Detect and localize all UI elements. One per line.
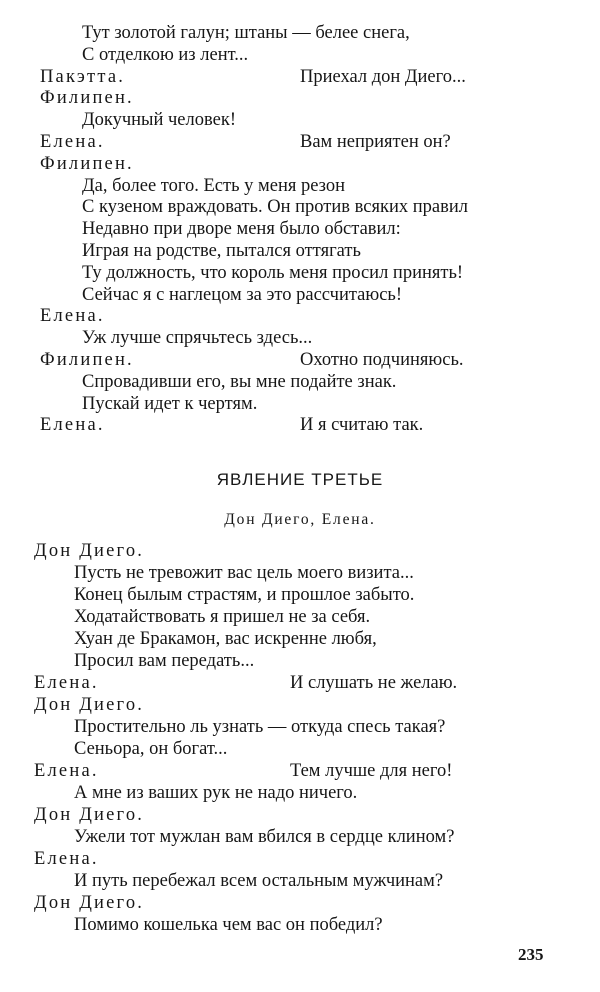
reply-line: Тем лучше для него!: [290, 761, 453, 781]
speaker-name: Дон Диего.: [34, 893, 145, 913]
verse-line: С отделкою из лент...: [82, 44, 249, 65]
reply-line: Приехал дон Диего...: [300, 66, 466, 87]
verse-line: Спровадивши его, вы мне подайте знак.: [82, 371, 397, 392]
verse-line: С кузеном враждовать. Он против всяких правил: [82, 197, 468, 218]
reply-line: И слушать не желаю.: [290, 673, 458, 693]
page-number: 235: [518, 945, 544, 964]
verse-line: И путь перебежал всем остальным мужчинам?: [74, 871, 444, 891]
verse-line: Недавно при дворе меня было обставил:: [82, 219, 401, 240]
verse-line: Сейчас я с наглецом за это рассчитаюсь!: [82, 284, 403, 305]
verse-line: Докучный человек!: [82, 110, 236, 131]
speaker-name: Елена.: [34, 761, 99, 781]
speaker-name: Дон Диего.: [34, 695, 145, 715]
speaker-name: Дон Диего.: [34, 541, 145, 561]
scene-cast: Дон Диего, Елена.: [224, 511, 376, 528]
speaker-name: Елена.: [40, 415, 105, 436]
speaker-name: Елена.: [34, 849, 99, 869]
verse-line: А мне из ваших рук не надо ничего.: [74, 783, 358, 803]
reply-line: И я считаю так.: [300, 415, 424, 436]
verse-line: Ужели тот мужлан вам вбился в сердце клином?: [74, 827, 455, 847]
verse-line: Хуан де Бракамон, вас искренне любя,: [74, 629, 377, 649]
speaker-name: Филипен.: [40, 153, 134, 174]
verse-line: Да, более того. Есть у меня резон: [82, 175, 346, 196]
verse-line: Простительно ль узнать — откуда спесь такая?: [74, 717, 446, 737]
scene-heading: ЯВЛЕНИЕ ТРЕТЬЕ: [216, 470, 384, 489]
speaker-name: Филипен.: [40, 350, 134, 370]
verse-line: Тут золотой галун; штаны — белее снега,: [82, 23, 410, 43]
verse-line: Пусть не тревожит вас цель моего визита...: [74, 563, 414, 583]
verse-line: Сеньора, он богат...: [74, 739, 228, 759]
verse-line: Уж лучше спрячьтесь здесь...: [82, 328, 313, 349]
verse-line: Ту должность, что король меня просил принять!: [82, 262, 464, 283]
speaker-name: Пакэтта.: [40, 66, 126, 87]
verse-line: Конец былым страстям, и прошлое забыто.: [74, 585, 415, 605]
verse-line: Пускай идет к чертям.: [82, 393, 258, 414]
reply-line: Вам неприятен он?: [300, 132, 451, 152]
speaker-name: Дон Диего.: [34, 805, 145, 825]
speaker-name: Филипен.: [40, 88, 134, 109]
verse-line: Просил вам передать...: [74, 651, 255, 671]
reply-line: Охотно подчиняюсь.: [300, 350, 464, 370]
speaker-name: Елена.: [34, 673, 99, 693]
verse-line: Помимо кошелька чем вас он победил?: [74, 915, 383, 935]
verse-line: Играя на родстве, пытался оттягать: [82, 241, 361, 261]
verse-line: Ходатайствовать я пришел не за себя.: [74, 607, 371, 627]
speaker-name: Елена.: [40, 132, 105, 152]
speaker-name: Елена.: [40, 306, 105, 327]
